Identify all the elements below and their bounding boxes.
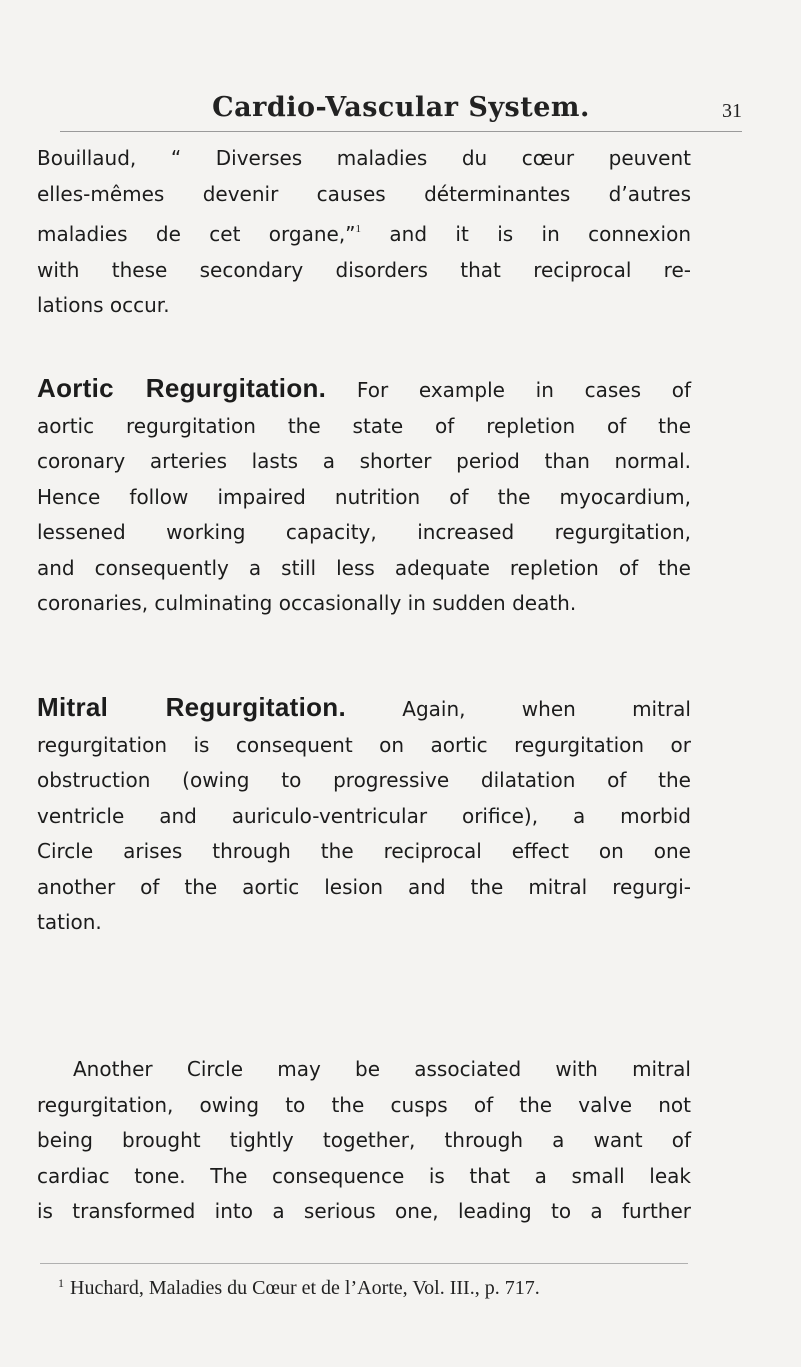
paragraph-bouillaud (37, 141, 691, 324)
header-rule (60, 131, 742, 132)
page-number: 31 (722, 100, 742, 122)
running-title: Cardio-Vascular System. (212, 92, 590, 123)
text-fragment: and it is in connexion (361, 222, 691, 246)
running-head (60, 92, 742, 132)
text-line: aortic regurgitation the state of repletion of the (37, 413, 691, 438)
text-line: tation. (37, 910, 102, 934)
text-line: lessened working capacity, increased regurgitation, (37, 520, 691, 544)
section-heading-mitral: Mitral Regurgitation. (37, 692, 346, 722)
text-line: Circle arises through the reciprocal effect on one (37, 839, 691, 863)
text-line: regurgitation, owing to the cusps of the valve not (37, 1092, 691, 1117)
paragraph-aortic-regurgitation (37, 371, 691, 622)
paragraph-mitral-regurgitation (37, 690, 691, 941)
text-line: Hence follow impaired nutrition of the myocardium, (37, 484, 691, 509)
paragraph-another-circle (37, 1052, 691, 1230)
text-line: lations occur. (37, 293, 170, 317)
text-line: coronary arteries lasts a shorter period than normal. (37, 449, 691, 473)
text-line: coronaries, culminating occasionally in sudden death. (37, 591, 577, 615)
text-line (37, 690, 691, 728)
text-line (37, 212, 691, 253)
footnote-marker: 1 (355, 223, 362, 235)
text-line (37, 371, 691, 409)
text-line: ventricle and auriculo-ventricular orifice), a morbid (37, 803, 691, 828)
text-line: being brought tightly together, through a want of (37, 1128, 691, 1152)
text-line: and consequently a still less adequate repletion of the (37, 555, 691, 580)
text-fragment: maladies de cet organe,” (37, 222, 356, 246)
text-line: obstruction (owing to progressive dilatation of the (37, 768, 691, 792)
text-line: is transformed into a serious one, leading to a further (37, 1199, 691, 1223)
text-fragment: Again, when mitral (346, 697, 691, 721)
text-line: with these secondary disorders that reciprocal re- (37, 257, 691, 282)
text-fragment: For example in cases of (326, 378, 692, 402)
text-line: regurgitation is consequent on aortic regurgitation or (37, 732, 691, 757)
footnote-rule (40, 1263, 688, 1264)
text-line: Bouillaud, “ Diverses maladies du cœur peuvent (37, 146, 691, 170)
footnote (58, 1269, 748, 1302)
section-heading-aortic: Aortic Regurgitation. (37, 373, 327, 403)
text-line: cardiac tone. The consequence is that a small leak (37, 1163, 691, 1188)
footnote-text: Huchard, Maladies du Cœur et de l’Aorte, Vol. III., p. 717. (70, 1277, 540, 1299)
footnote-marker: 1 (58, 1276, 64, 1290)
text-line: elles-mêmes devenir causes déterminantes d’autres (37, 181, 691, 206)
text-line: another of the aortic lesion and the mitral regurgi- (37, 874, 691, 899)
text-line: Another Circle may be associated with mitral (73, 1057, 691, 1081)
